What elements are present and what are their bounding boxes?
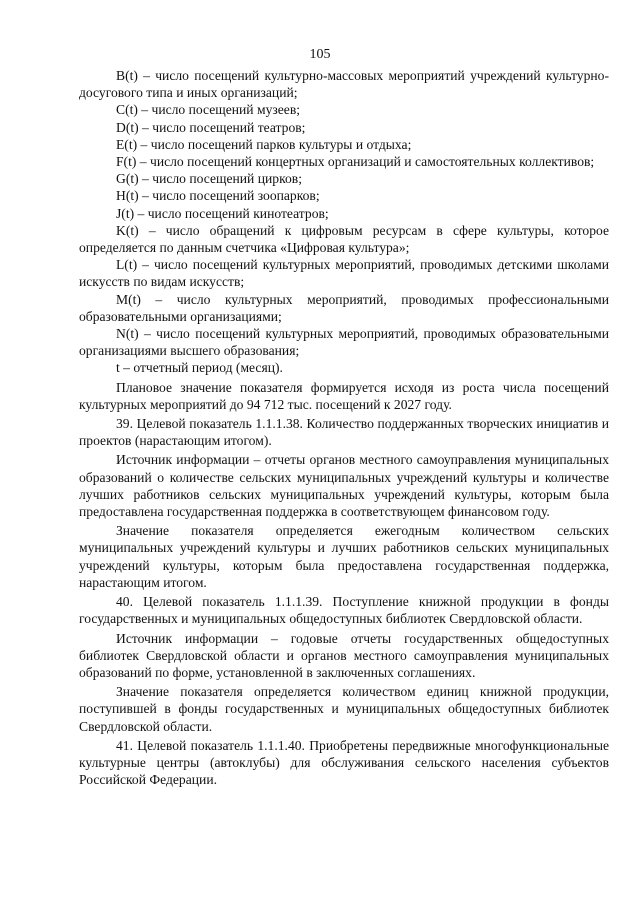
paragraph-k: K(t) – число обращений к цифровым ресурсам в сфере культуры, которое определяется по данным счетчика «Цифровая культура»; — [79, 222, 609, 256]
paragraph-plan-value: Плановое значение показателя формируется исходя из роста числа посещений культурных мероприятий до 94 712 тыс. посещений к 2027 году. — [79, 379, 609, 412]
paragraph-b: B(t) – число посещений культурно-массовых мероприятий учреждений культурно-досугового типа и иных организаций; — [79, 68, 609, 101]
paragraph-e: E(t) – число посещений парков культуры и отдыха; — [116, 136, 412, 152]
paragraph-m: M(t) – число культурных мероприятий, проводимых профессиональными образовательными организациями; — [79, 291, 609, 324]
paragraph-source-40: Источник информации – годовые отчеты государственных общедоступных библиотек Свердловской области и органов местного самоуправления муниципальных образований по форме, установленной в заключенных соглашениях. — [79, 630, 609, 680]
paragraph-indicator-39: 39. Целевой показатель 1.1.1.38. Количество поддержанных творческих инициатив и проектов (нарастающим итогом). — [79, 416, 609, 449]
paragraph-g: G(t) – число посещений цирков; — [116, 171, 302, 187]
paragraph-f: F(t) – число посещений концертных организаций и самостоятельных коллективов; — [116, 154, 595, 170]
paragraph-value-40: Значение показателя определяется количеством единиц книжной продукции, поступившей в фонды государственных и муниципальных общедоступных библиотек Свердловской области. — [79, 684, 609, 734]
paragraph-l: L(t) – число посещений культурных мероприятий, проводимых детскими школами искусств по видам искусств; — [79, 257, 609, 290]
paragraph-j: J(t) – число посещений кинотеатров; — [116, 205, 329, 221]
paragraph-indicator-41: 41. Целевой показатель 1.1.1.40. Приобретены передвижные многофункциональные культурные центры (автоклубы) для обслуживания сельского населения субъектов Российской Федерации. — [79, 737, 609, 788]
paragraph-source-39: Источник информации – отчеты органов местного самоуправления муниципальных образований о количестве сельских муниципальных учреждений культуры и количестве лучших работников сельских муниципальных учреждений культуры, которым была предоставлена государственная поддержка в соответствующем финансовом году. — [79, 452, 609, 520]
paragraph-value-39: Значение показателя определяется ежегодным количеством сельских муниципальных учреждений культуры и лучших работников сельских муниципальных учреждений культуры, которым была предоставлена государственная поддержка, нарастающим итогом. — [79, 523, 609, 590]
paragraph-n: N(t) – число посещений культурных мероприятий, проводимых образовательными организациями высшего образования; — [79, 326, 609, 359]
paragraph-h: H(t) – число посещений зоопарков; — [116, 188, 320, 204]
paragraph-t: t – отчетный период (месяц). — [116, 360, 283, 376]
document-body — [79, 67, 609, 788]
page-number: 105 — [309, 47, 331, 62]
paragraph-c: C(t) – число посещений музеев; — [116, 102, 301, 118]
paragraph-indicator-40: 40. Целевой показатель 1.1.1.39. Поступление книжной продукции в фонды государственных и муниципальных общедоступных библиотек Свердловской области. — [79, 594, 609, 627]
paragraph-d: D(t) – число посещений театров; — [116, 119, 306, 135]
